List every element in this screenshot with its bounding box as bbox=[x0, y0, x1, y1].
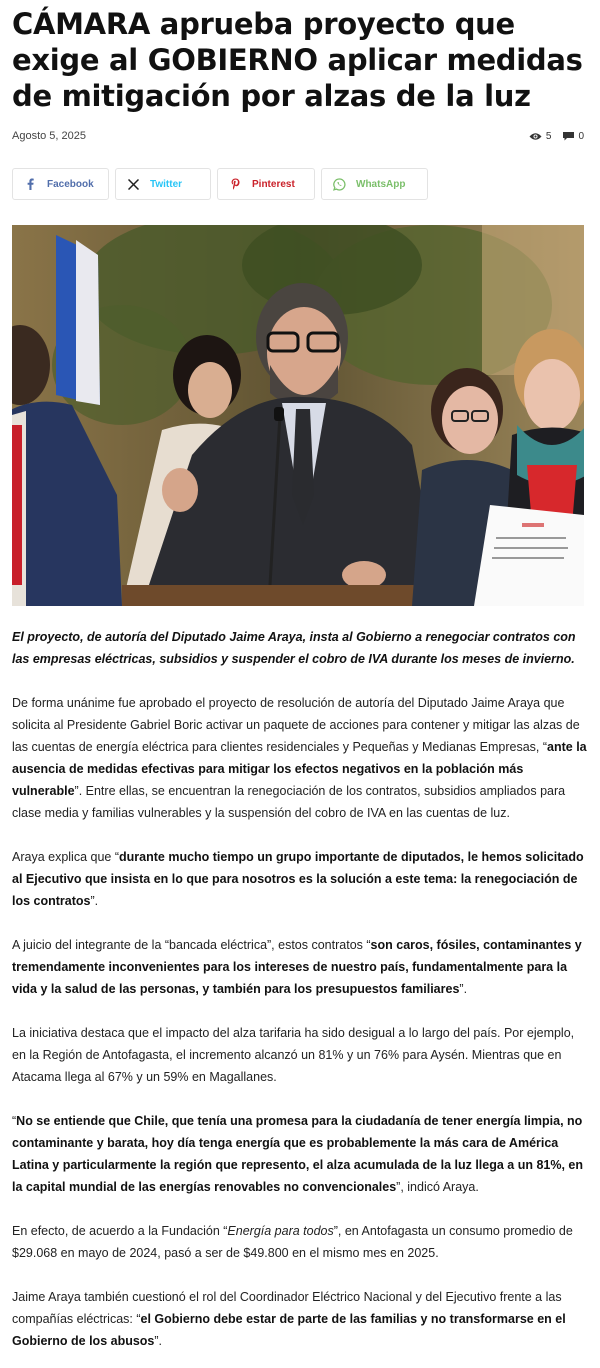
p2-text: Araya explica que “ bbox=[12, 850, 120, 864]
p6-text-end: ”, en Antofagasta un consumo promedio de $29.068 en mayo de 2024, pasó a ser de $49.800 en el mismo mes en 2025. bbox=[12, 1224, 573, 1260]
publish-date: Agosto 5, 2025 bbox=[12, 130, 87, 142]
pinterest-share-button[interactable] bbox=[217, 168, 315, 200]
p5-text-end: ”, indicó Araya. bbox=[396, 1180, 479, 1194]
p6-foundation-name: Energía para todos bbox=[227, 1224, 334, 1238]
eye-icon bbox=[529, 132, 542, 141]
p7-quote: el Gobierno debe estar de parte de las familias y no transformarse en el Gobierno de los abusos bbox=[12, 1312, 566, 1348]
p2-text-end: ”. bbox=[90, 894, 99, 908]
p5-quote: No se entiende que Chile, que tenía una promesa para la ciudadanía de tener energía limpia, no contaminante y barata, hoy día tenga energía que es probablemente la más cara de América Latina y particularmente la región que represento, el alza acumulada de la luz llega a un 81%, en la capital mundial de las energías renovables no convencionales bbox=[12, 1114, 584, 1194]
pinterest-label: Pinterest bbox=[252, 178, 295, 190]
comments-count: 0 bbox=[578, 130, 584, 142]
comments-counter[interactable] bbox=[563, 131, 584, 142]
p7-text: Jaime Araya también cuestionó el rol del Coordinador Eléctrico Nacional y del Ejecutivo frente a las compañías eléctricas: “ bbox=[12, 1290, 562, 1326]
paragraph-3 bbox=[12, 934, 588, 1000]
article-title: CÁMARA aprueba proyecto que exige al GOBIERNO aplicar medidas de mitigación por alzas de la luz bbox=[12, 7, 583, 113]
facebook-share-button[interactable] bbox=[12, 168, 109, 200]
paragraph-4: La iniciativa destaca que el impacto del alza tarifaria ha sido desigual a lo largo del país. Por ejemplo, en la Región de Antofagasta, el incremento alcanzó un 81% y un 76% para Aysén. Mientras que en Atacama llega al 67% y un 59% en Magallanes. bbox=[12, 1026, 575, 1084]
paragraph-1 bbox=[12, 692, 588, 824]
article-meta bbox=[12, 130, 588, 142]
p3-quote: son caros, fósiles, contaminantes y tremendamente inconvenientes para los intereses de nuestro país, fundamentalmente para la vida y la salud de las personas, y también para los presupuestos familiares bbox=[12, 938, 582, 996]
p2-quote: durante mucho tiempo un grupo importante de diputados, le hemos solicitado al Ejecutivo que insista en lo que para nosotros es la solución a este tema: la renegociación de los contratos bbox=[12, 850, 584, 908]
paragraph-2 bbox=[12, 846, 588, 912]
article-lead: El proyecto, de autoría del Diputado Jaime Araya, insta al Gobierno a renegociar contratos con las empresas eléctricas, subsidios y suspender el cobro de IVA durante los meses de invierno. bbox=[12, 630, 576, 666]
pinterest-icon bbox=[218, 178, 252, 190]
p6-text: En efecto, de acuerdo a la Fundación “ bbox=[12, 1224, 228, 1238]
p1-text-end: ”. Entre ellas, se encuentran la renegociación de los contratos, subsidios ampliados para clase media y familias vulnerables y la suspensión del cobro de IVA en las cuentas de luz. bbox=[12, 784, 566, 820]
facebook-icon bbox=[13, 178, 47, 190]
article-stats bbox=[529, 131, 588, 142]
whatsapp-icon bbox=[322, 178, 356, 191]
paragraph-6 bbox=[12, 1220, 588, 1264]
article-photo bbox=[12, 225, 584, 606]
x-twitter-icon bbox=[116, 179, 150, 190]
paragraph-7 bbox=[12, 1286, 588, 1352]
facebook-label: Facebook bbox=[47, 178, 94, 190]
p7-text-end: ”. bbox=[154, 1334, 163, 1348]
views-counter bbox=[529, 131, 552, 142]
whatsapp-label: WhatsApp bbox=[356, 178, 406, 190]
paragraph-5 bbox=[12, 1110, 588, 1198]
twitter-label: Twitter bbox=[150, 178, 183, 190]
p5-text: “ bbox=[12, 1114, 17, 1128]
whatsapp-share-button[interactable] bbox=[321, 168, 428, 200]
twitter-share-button[interactable] bbox=[115, 168, 211, 200]
p3-text-end: ”. bbox=[459, 982, 468, 996]
p3-text: A juicio del integrante de la “bancada eléctrica”, estos contratos “ bbox=[12, 938, 371, 952]
share-bar bbox=[12, 168, 588, 200]
p1-text: De forma unánime fue aprobado el proyecto de resolución de autoría del Diputado Jaime Araya que solicita al Presidente Gabriel Boric activar un paquete de acciones para contener y mitigar las alzas de las cuentas de energía eléctrica para clientes residenciales y Pequeñas y Medianas Empresas, “ bbox=[12, 696, 580, 754]
comment-icon bbox=[563, 132, 574, 141]
views-count: 5 bbox=[545, 130, 552, 142]
p1-quote: ante la ausencia de medidas efectivas para mitigar los efectos negativos en la población más vulnerable bbox=[12, 740, 587, 798]
